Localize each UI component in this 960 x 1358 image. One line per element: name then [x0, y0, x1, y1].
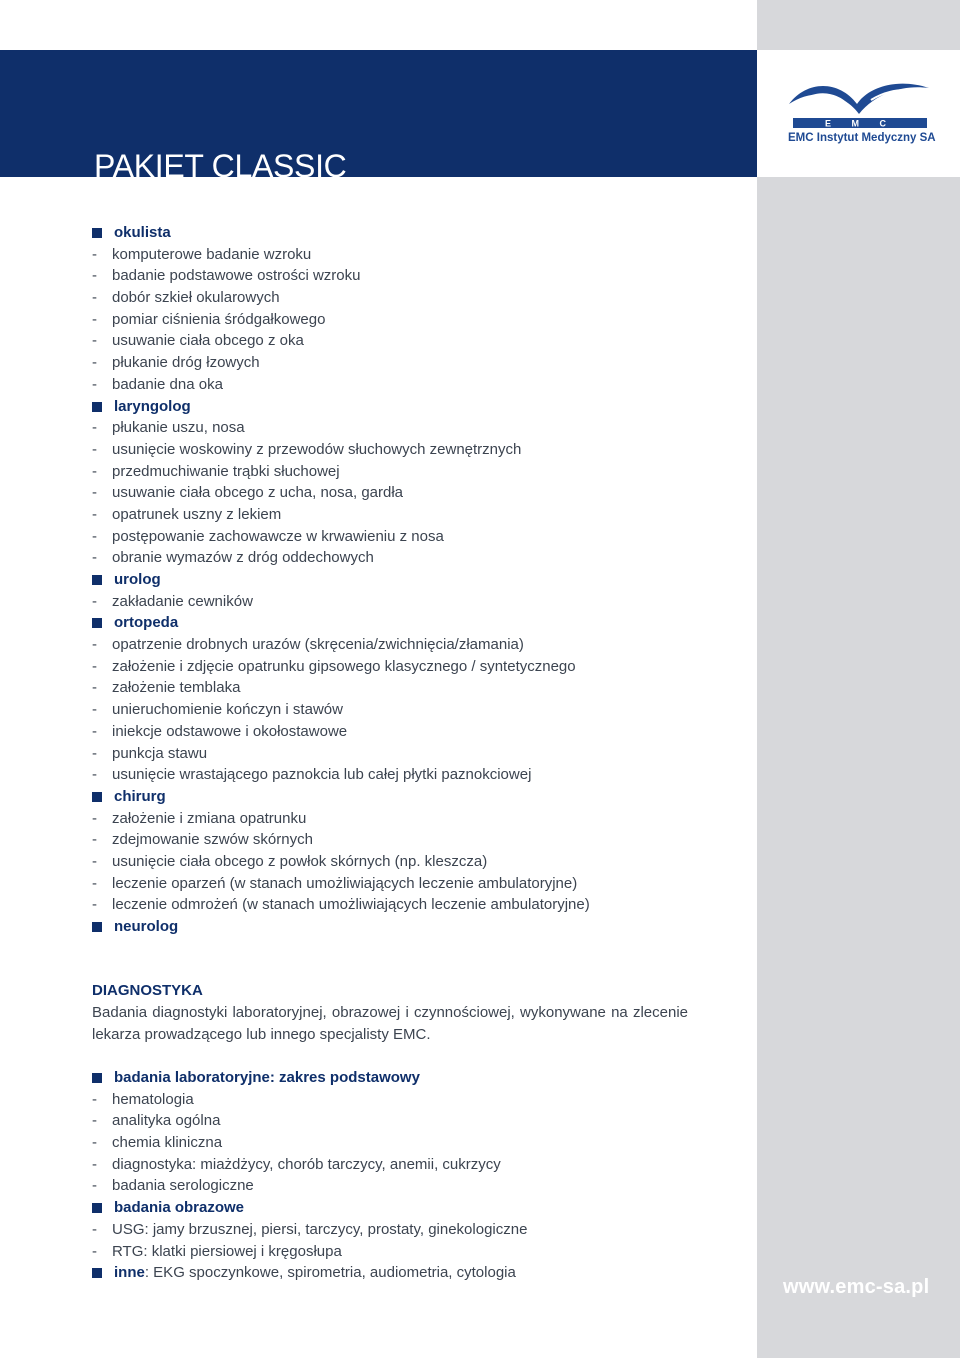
section-head-chirurg: chirurg	[92, 786, 692, 808]
square-bullet-icon	[92, 618, 102, 628]
list-item: - diagnostyka: miażdżycy, chorób tarczycy, anemii, cukrzycy	[92, 1155, 501, 1173]
square-bullet-icon	[92, 1073, 102, 1083]
list-item: - badania serologiczne	[92, 1177, 254, 1195]
list-item: - analityka ogólna	[92, 1112, 221, 1130]
list-item: - opatrzenie drobnych urazów (skręcenia/zwichnięcia/złamania)	[92, 636, 524, 654]
section-head-okulista: okulista	[92, 222, 692, 244]
section-head-neurolog: neurolog	[92, 916, 692, 938]
list-item: - badanie dna oka	[92, 375, 223, 393]
group-inne: inne: EKG spoczynkowe, spirometria, audiometria, cytologia	[92, 1262, 688, 1284]
list-item: - zdejmowanie szwów skórnych	[92, 831, 313, 849]
logo-caption: EMC Instytut Medyczny SA	[788, 132, 936, 144]
list-item: - unieruchomienie kończyn i stawów	[92, 701, 343, 719]
header-bar	[0, 50, 757, 184]
diagnostyka-title: DIAGNOSTYKA	[92, 982, 203, 999]
square-bullet-icon	[92, 575, 102, 585]
diagnostyka-section	[92, 980, 688, 1284]
square-bullet-icon	[92, 1268, 102, 1278]
page-title: PAKIET CLASSIC	[94, 148, 347, 184]
emc-bird-logo-icon	[787, 78, 932, 130]
list-item: - założenie i zmiana opatrunku	[92, 809, 307, 827]
list-item: - opatrunek uszny z lekiem	[92, 505, 282, 523]
list-item: - RTG: klatki piersiowej i kręgosłupa	[92, 1242, 342, 1260]
square-bullet-icon	[92, 922, 102, 932]
emc-logo	[757, 50, 960, 177]
specialists-list	[92, 222, 692, 938]
section-head-urolog: urolog	[92, 569, 692, 591]
square-bullet-icon	[92, 1203, 102, 1213]
square-bullet-icon	[92, 402, 102, 412]
group-head-obrazowe: badania obrazowe	[92, 1197, 688, 1219]
list-item: - płukanie uszu, nosa	[92, 419, 245, 437]
list-item: - usunięcie wrastającego paznokcia lub całej płytki paznokciowej	[92, 766, 532, 784]
list-item: - usuwanie ciała obcego z ucha, nosa, gardła	[92, 484, 404, 502]
list-item: - komputerowe badanie wzroku	[92, 245, 312, 263]
group-head-laboratoryjne: badania laboratoryjne: zakres podstawowy	[92, 1067, 688, 1089]
section-head-ortopeda: ortopeda	[92, 612, 692, 634]
square-bullet-icon	[92, 792, 102, 802]
list-item: - założenie temblaka	[92, 679, 241, 697]
list-item: - USG: jamy brzusznej, piersi, tarczycy, prostaty, ginekologiczne	[92, 1220, 528, 1238]
list-item: - dobór szkieł okularowych	[92, 289, 280, 307]
side-band	[757, 0, 960, 1358]
section-head-laryngolog: laryngolog	[92, 396, 692, 418]
svg-text:E M C: E M C	[824, 118, 896, 129]
list-item: - przedmuchiwanie trąbki słuchowej	[92, 462, 340, 480]
diagnostyka-description: Badania diagnostyki laboratoryjnej, obrazowej i czynnościowej, wykonywane na zlecenie lekarza prowadzącego lub innego specjalisty EMC.	[92, 1004, 688, 1043]
list-item: - punkcja stawu	[92, 744, 208, 762]
website-url: www.emc-sa.pl	[783, 1276, 930, 1298]
list-item: - usunięcie woskowiny z przewodów słuchowych zewnętrznych	[92, 440, 522, 458]
list-item: - zakładanie cewników	[92, 592, 253, 610]
list-item: - leczenie oparzeń (w stanach umożliwiających leczenie ambulatoryjne)	[92, 874, 578, 892]
list-item: - płukanie dróg łzowych	[92, 354, 260, 372]
list-item: - pomiar ciśnienia śródgałkowego	[92, 310, 326, 328]
list-item: - leczenie odmrożeń (w stanach umożliwiających leczenie ambulatoryjne)	[92, 896, 590, 914]
list-item: - badanie podstawowe ostrości wzroku	[92, 267, 361, 285]
list-item: - iniekcje odstawowe i okołostawowe	[92, 722, 348, 740]
list-item: - usunięcie ciała obcego z powłok skórnych (np. kleszcza)	[92, 852, 488, 870]
square-bullet-icon	[92, 228, 102, 238]
list-item: - chemia kliniczna	[92, 1134, 223, 1152]
list-item: - założenie i zdjęcie opatrunku gipsowego klasycznego / syntetycznego	[92, 657, 576, 675]
list-item: - usuwanie ciała obcego z oka	[92, 332, 304, 350]
list-item: - postępowanie zachowawcze w krwawieniu z nosa	[92, 527, 444, 545]
list-item: - hematologia	[92, 1090, 194, 1108]
list-item: - obranie wymazów z dróg oddechowych	[92, 549, 374, 567]
diagnostyka-list	[92, 1067, 688, 1284]
